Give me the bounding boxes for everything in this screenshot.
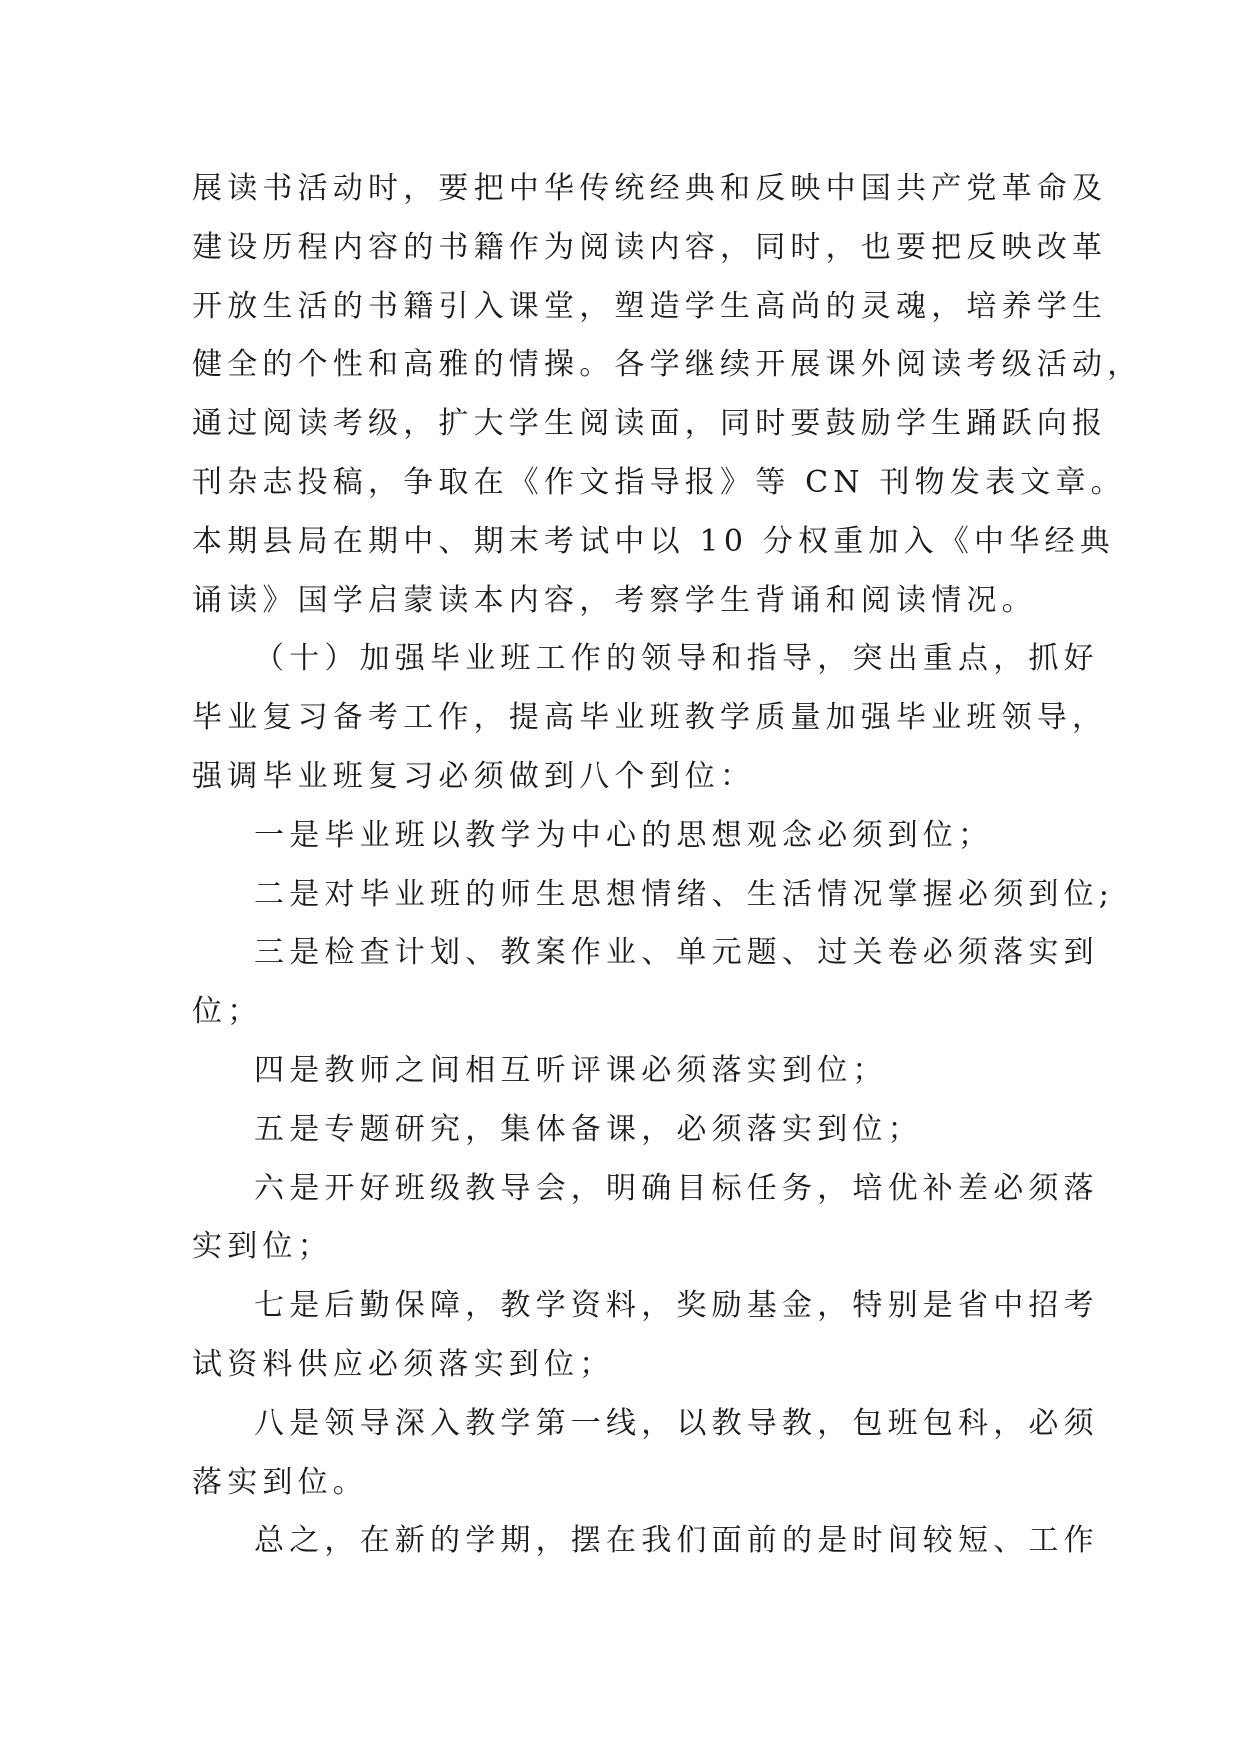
text-line: 实到位；	[192, 1229, 333, 1265]
text-line: 总之，在新的学期，摆在我们面前的是时间较短、工作	[254, 1523, 1099, 1559]
text-line: 开放生活的书籍引入课堂，塑造学生高尚的灵魂，培养学生	[192, 288, 1108, 324]
text-line: 六是开好班级教导会，明确目标任务，培优补差必须落	[254, 1170, 1099, 1206]
text-line: 诵读》国学启蒙读本内容，考察学生背诵和阅读情况。	[192, 582, 1037, 618]
text-line: （十）加强毕业班工作的领导和指导，突出重点，抓好	[254, 641, 1099, 677]
text-line: 毕业复习备考工作，提高毕业班教学质量加强毕业班领导，	[192, 700, 1108, 736]
text-line: 试资料供应必须落实到位；	[192, 1346, 615, 1382]
text-line: 展读书活动时，要把中华传统经典和反映中国共产党革命及	[192, 171, 1108, 206]
text-line: 一是毕业班以教学为中心的思想观念必须到位；	[254, 817, 994, 853]
text-line: 通过阅读考级，扩大学生阅读面，同时要鼓励学生踊跃向报	[192, 406, 1108, 442]
text-line: 位；	[192, 994, 263, 1030]
text-line: 健全的个性和高雅的情操。各学继续开展课外阅读考级活动，	[192, 347, 1143, 383]
text-line: 强调毕业班复习必须做到八个到位：	[192, 758, 756, 794]
text-line: 二是对毕业班的师生思想情绪、生活情况掌握必须到位;	[254, 876, 1115, 912]
text-line: 本期县局在期中、期末考试中以 10 分权重加入《中华经典	[192, 523, 1115, 559]
text-line: 七是后勤保障，教学资料，奖励基金，特别是省中招考	[254, 1288, 1099, 1324]
text-line: 三是检查计划、教案作业、单元题、过关卷必须落实到	[254, 935, 1099, 971]
text-line: 落实到位。	[192, 1464, 368, 1500]
text-line: 五是专题研究，集体备课，必须落实到位；	[254, 1111, 923, 1147]
document-body	[192, 160, 1143, 1571]
text-line: 八是领导深入教学第一线，以教导教，包班包科，必须	[254, 1405, 1099, 1441]
text-line: 刊杂志投稿，争取在《作文指导报》等 CN 刊物发表文章。	[192, 464, 1126, 500]
text-line: 建设历程内容的书籍作为阅读内容，同时，也要把反映改革	[192, 229, 1108, 265]
text-line: 四是教师之间相互听评课必须落实到位；	[254, 1052, 888, 1088]
